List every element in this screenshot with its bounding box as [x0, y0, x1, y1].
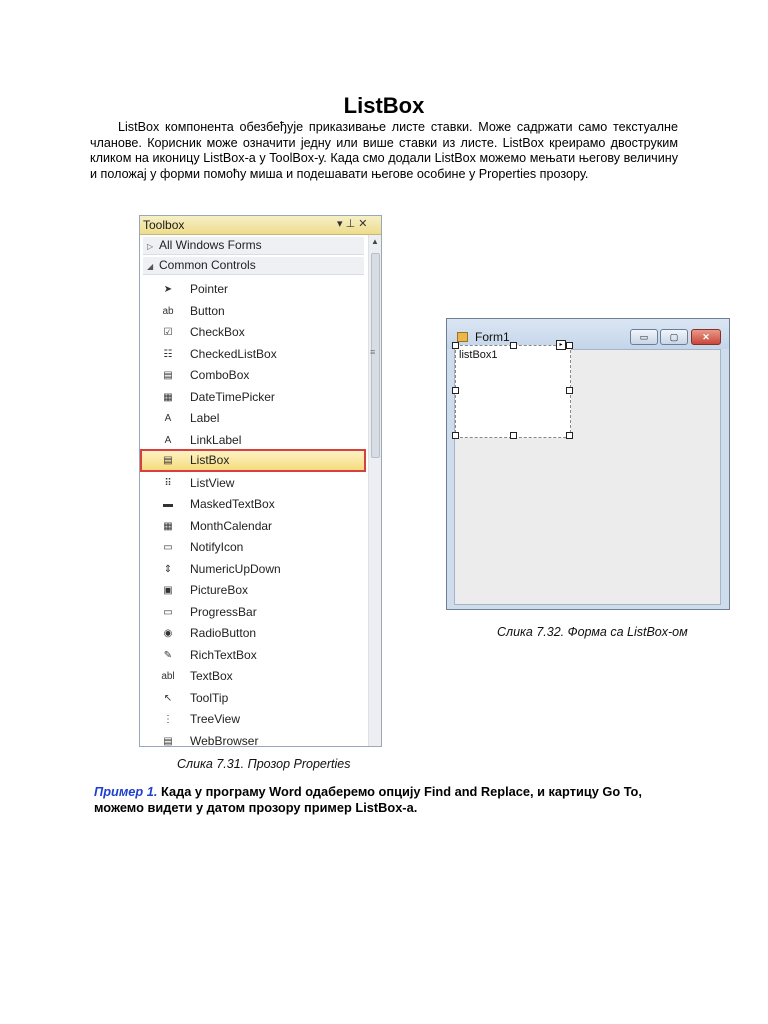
form1-window — [446, 318, 730, 610]
toolbox-item-label: MonthCalendar — [190, 518, 273, 533]
toolbox-item-label: ToolTip — [190, 690, 229, 705]
listbox-icon: ▤ — [163, 455, 173, 466]
resize-handle[interactable] — [566, 432, 573, 439]
toolbox-item-numericupdown[interactable] — [140, 559, 364, 580]
numericupdown-icon: ⇕ — [163, 563, 173, 575]
toolbox-item-label: TextBox — [190, 669, 233, 683]
toolbox-item-treeview[interactable] — [140, 709, 364, 730]
scroll-grip-icon: ≡ — [370, 347, 376, 357]
toolbox-item-checkbox[interactable] — [140, 322, 364, 343]
listbox-label: listBox1 — [459, 349, 498, 361]
form-client-area — [454, 342, 721, 605]
radiobutton-icon: ◉ — [163, 628, 173, 639]
toolbox-item-label: Label — [190, 411, 220, 425]
resize-handle[interactable] — [452, 387, 459, 394]
toolbox-scrollbar[interactable] — [368, 235, 382, 746]
monthcalendar-icon: ▦ — [163, 520, 173, 532]
treeview-icon: ⋮ — [163, 714, 173, 725]
close-button[interactable]: ✕ — [691, 329, 721, 345]
toolbox-item-label: ComboBox — [190, 368, 250, 382]
toolbox-window — [139, 215, 382, 747]
toolbox-item-label: MaskedTextBox — [190, 497, 275, 511]
example-lead: Пример 1. — [94, 784, 158, 799]
toolbox-item-button[interactable] — [140, 301, 364, 322]
toolbox-item-label: CheckBox — [190, 325, 245, 339]
toolbox-item-label: RadioButton — [190, 626, 257, 640]
smart-tag-icon[interactable]: ▸ — [556, 340, 566, 350]
toolbox-item-label: Button — [190, 303, 225, 318]
toolbox-item-listbox[interactable] — [140, 449, 366, 472]
richtextbox-icon: ✎ — [163, 649, 173, 661]
resize-handle[interactable] — [566, 342, 573, 349]
page-title: ListBox — [343, 93, 425, 118]
checkedlistbox-icon: ☷ — [163, 348, 173, 360]
toolbox-header — [140, 216, 381, 235]
intro-text: ListBox компонента обезбеђује приказивање листе ставки. Може садржати само текстуалне чланове. Корисник може означити једну или више ставки из листе. ListBox креирамо двоструким кликом на иконицу ListBox-а у ToolBox-у. Када смо додали ListBox можемо мењати његову величину и положај у форми помоћу миша и подешавати његове особине у Properties прозору. — [90, 120, 678, 181]
button-icon: ab — [162, 305, 174, 317]
textbox-icon: abl — [161, 671, 175, 682]
category-all-windows-forms[interactable] — [143, 237, 364, 255]
minimize-button[interactable]: ▭ — [630, 329, 658, 345]
toolbox-item-richtextbox[interactable] — [140, 645, 364, 666]
listview-icon: ⠿ — [164, 477, 172, 489]
toolbox-item-monthcalendar[interactable] — [140, 516, 364, 537]
tooltip-icon: ↖ — [163, 692, 173, 704]
listbox-control[interactable] — [455, 342, 571, 438]
toolbox-item-listview[interactable] — [140, 473, 364, 494]
toolbox-item-textbox[interactable] — [140, 666, 364, 687]
webbrowser-icon: ▤ — [163, 735, 173, 747]
toolbox-item-label: WebBrowser — [190, 733, 259, 747]
toolbox-title: Toolbox — [143, 218, 185, 232]
resize-handle[interactable] — [566, 387, 573, 394]
scroll-up-icon[interactable]: ▲ — [371, 237, 379, 246]
toolbox-item-picturebox[interactable] — [140, 580, 364, 601]
toolbox-item-datetimepicker[interactable] — [140, 387, 364, 408]
label-icon: A — [164, 413, 172, 424]
toolbox-item-label: NotifyIcon — [190, 540, 244, 554]
resize-handle[interactable] — [510, 342, 517, 349]
collapse-arrow-icon: ◢ — [147, 262, 154, 271]
toolbox-item-pointer[interactable] — [140, 279, 364, 300]
toolbox-item-label: TreeView — [190, 712, 241, 726]
datetimepicker-icon: ▦ — [163, 391, 173, 403]
toolbox-item-radiobutton[interactable] — [140, 623, 364, 644]
linklabel-icon: A — [164, 434, 172, 446]
toolbox-window-controls[interactable]: ▾ ⊥ ✕ — [337, 218, 368, 230]
pointer-icon: ➤ — [163, 284, 173, 295]
checkbox-icon: ☑ — [163, 327, 173, 338]
toolbox-item-progressbar[interactable] — [140, 602, 364, 623]
toolbox-item-notifyicon[interactable] — [140, 537, 364, 558]
combobox-icon: ▤ — [163, 370, 173, 381]
toolbox-item-maskedtextbox[interactable] — [140, 494, 364, 515]
maximize-button[interactable]: ▢ — [660, 329, 688, 345]
caption-toolbox: Слика 7.31. Прозор Properties — [177, 757, 351, 771]
toolbox-item-checkedlistbox[interactable] — [140, 344, 364, 365]
caption-form: Слика 7.32. Форма са ListBox-ом — [497, 625, 688, 639]
toolbox-item-label: LinkLabel — [190, 432, 242, 447]
toolbox-item-label[interactable] — [140, 408, 364, 429]
example-paragraph — [94, 784, 694, 816]
toolbox-item-label: ListView — [190, 475, 235, 490]
form-title: Form1 — [475, 330, 510, 344]
toolbox-item-label: CheckedListBox — [190, 346, 277, 361]
toolbox-item-label: PictureBox — [190, 583, 249, 597]
toolbox-item-tooltip[interactable] — [140, 688, 364, 709]
progressbar-icon: ▭ — [163, 606, 173, 618]
expand-arrow-icon: ▷ — [147, 242, 154, 251]
toolbox-item-label: Pointer — [190, 282, 229, 296]
category-label: All Windows Forms — [159, 238, 262, 252]
toolbox-item-combobox[interactable] — [140, 365, 364, 386]
intro-paragraph — [90, 120, 678, 182]
maskedtextbox-icon: ▬ — [163, 499, 173, 510]
example-text: Када у програму Word одаберемо опцију Find and Replace, и картицу Go To, можемо видети у датом прозору пример ListBox-а. — [94, 784, 642, 815]
form-app-icon — [457, 332, 468, 342]
toolbox-item-label: ListBox — [190, 453, 230, 467]
resize-handle[interactable] — [452, 342, 459, 349]
resize-handle[interactable] — [510, 432, 517, 439]
category-label: Common Controls — [159, 258, 256, 272]
category-common-controls[interactable] — [143, 257, 364, 275]
toolbox-item-webbrowser[interactable] — [140, 731, 364, 748]
toolbox-item-label: ProgressBar — [190, 604, 257, 619]
toolbox-item-label: NumericUpDown — [190, 561, 281, 576]
toolbox-item-linklabel[interactable] — [140, 430, 364, 451]
toolbox-item-label: DateTimePicker — [190, 389, 275, 404]
notifyicon-icon: ▭ — [163, 542, 173, 553]
picturebox-icon: ▣ — [163, 585, 173, 596]
toolbox-item-label: RichTextBox — [190, 647, 257, 662]
resize-handle[interactable] — [452, 432, 459, 439]
